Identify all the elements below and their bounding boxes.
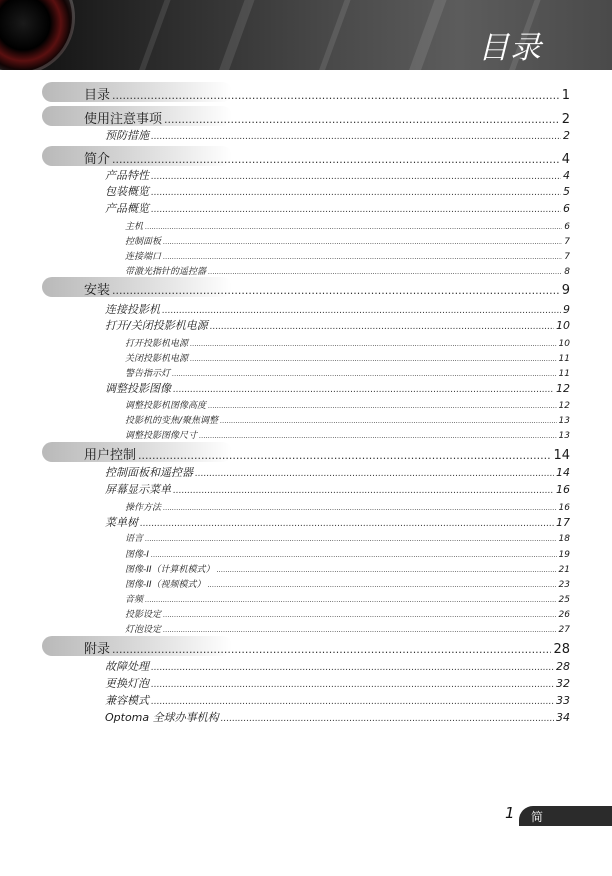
toc-leader-dots [163,626,557,634]
toc-entry-page: 11 [558,369,570,379]
toc-entry-title: 图像-I [125,550,149,560]
toc-entry-title: 目录 [84,88,111,103]
toc-entry[interactable] [84,84,570,103]
toc-leader-dots [164,113,560,126]
toc-entry-page: 14 [556,466,570,479]
language-label: 简体中文 [531,810,545,875]
toc-leader-dots [163,253,562,261]
toc-entry-title: 图像-II（视频模式） [125,580,206,590]
toc-leader-dots [145,223,562,231]
toc-entry[interactable] [125,249,570,262]
toc-entry-title: 产品概览 [105,202,149,215]
toc-entry[interactable] [105,658,570,674]
toc-entry[interactable] [105,380,570,396]
toc-entry-page: 13 [558,431,570,441]
toc-entry[interactable] [84,638,570,657]
toc-entry-title: 产品特性 [105,169,149,182]
toc-entry-title: 警告指示灯 [125,369,171,379]
toc-entry-page: 10 [558,339,570,349]
toc-entry-page: 9 [561,283,570,298]
toc-entry[interactable] [125,500,570,513]
toc-leader-dots [112,89,560,102]
toc-entry-page: 17 [556,516,570,529]
page-title: 目录 [478,30,542,66]
toc-leader-dots [138,449,551,462]
toc-leader-dots [173,486,554,496]
toc-leader-dots [208,402,557,410]
toc-entry-title: 投影设定 [125,610,162,620]
toc-entry[interactable] [84,444,570,463]
header-banner [0,0,612,70]
toc-entry-page: 26 [558,610,570,620]
toc-entry-page: 12 [556,382,570,395]
toc-entry-title: 菜单树 [105,516,138,529]
toc-entry-title: 关闭投影机电源 [125,354,189,364]
toc-entry-title: 兼容模式 [105,694,149,707]
toc-entry-title: 操作方法 [125,503,162,513]
toc-entry-title: 更换灯泡 [105,677,149,690]
toc-leader-dots [151,663,554,673]
toc-leader-dots [220,417,557,425]
toc-entry-title: 安装 [84,283,111,298]
toc-leader-dots [208,581,557,589]
toc-entry-title: 预防措施 [105,129,149,142]
toc-leader-dots [163,238,562,246]
toc-entry-page: 28 [553,642,570,657]
toc-entry-title: 主机 [125,222,144,232]
toc-entry-title: 屏幕显示菜单 [105,483,171,496]
toc-entry-page: 7 [564,237,570,247]
toc-entry-title: 打开投影机电源 [125,339,189,349]
toc-leader-dots [221,714,554,724]
toc-entry-page: 4 [561,152,570,167]
toc-entry-title: 音频 [125,595,144,605]
toc-entry-title: 带激光指针的遥控器 [125,267,207,277]
toc-entry[interactable] [105,127,570,143]
toc-entry[interactable] [105,675,570,691]
toc-entry-title: 用户控制 [84,448,137,463]
toc-leader-dots [173,385,554,395]
toc-entry-page: 19 [558,550,570,560]
toc-entry-page: 13 [558,416,570,426]
toc-entry[interactable] [125,531,570,544]
toc-entry-page: 6 [563,202,570,215]
toc-leader-dots [151,697,554,707]
toc-entry-page: 2 [563,129,570,142]
toc-entry-title: 调整投影机图像高度 [125,401,207,411]
toc-entry-title: 投影机的变焦/聚焦调整 [125,416,219,426]
toc-entry-page: 16 [558,503,570,513]
toc-entry[interactable] [125,351,570,364]
toc-leader-dots [163,611,557,619]
toc-entry[interactable] [125,622,570,635]
toc-entry[interactable] [125,428,570,441]
toc-entry-title: 调整投影图像尺寸 [125,431,198,441]
toc-entry[interactable] [125,234,570,247]
toc-leader-dots [112,284,560,297]
toc-entry[interactable] [84,108,570,127]
toc-entry[interactable] [125,366,570,379]
toc-entry[interactable] [125,592,570,605]
toc-entry[interactable] [125,264,570,277]
toc-entry-title: 语言 [125,534,144,544]
toc-entry[interactable] [105,692,570,708]
toc-entry-title: 故障处理 [105,660,149,673]
toc-entry[interactable] [125,219,570,232]
toc-entry-page: 2 [561,112,570,127]
toc-entry[interactable] [105,709,570,725]
toc-entry[interactable] [105,183,570,199]
toc-entry-page: 6 [564,222,570,232]
toc-entry-title: 附录 [84,642,111,657]
toc-entry-title: 打开/关闭投影机电源 [105,319,208,332]
toc-entry[interactable] [125,413,570,426]
toc-entry-page: 27 [558,625,570,635]
toc-leader-dots [162,306,561,316]
toc-entry-page: 12 [558,401,570,411]
toc-entry[interactable] [105,317,570,333]
toc-leader-dots [217,566,557,574]
toc-leader-dots [172,370,557,378]
toc-entry-title: 使用注意事项 [84,112,163,127]
toc-entry-page: 11 [558,354,570,364]
toc-leader-dots [145,596,557,604]
toc-entry-title: 简介 [84,152,111,167]
toc-entry[interactable] [125,607,570,620]
toc-entry-page: 33 [556,694,570,707]
toc-entry[interactable] [105,464,570,480]
toc-entry-title: 调整投影图像 [105,382,171,395]
toc-entry-page: 25 [558,595,570,605]
toc-entry-page: 34 [556,711,570,724]
toc-leader-dots [163,504,557,512]
toc-entry[interactable] [125,336,570,349]
toc-entry[interactable] [105,167,570,183]
toc-entry-title: 连接投影机 [105,303,160,316]
toc-entry-page: 7 [564,252,570,262]
toc-entry[interactable] [125,577,570,590]
toc-entry[interactable] [105,481,570,497]
toc-entry-page: 8 [564,267,570,277]
toc-entry-page: 1 [561,88,570,103]
toc-entry-page: 23 [558,580,570,590]
toc-leader-dots [112,153,560,166]
toc-entry-page: 9 [563,303,570,316]
toc-leader-dots [145,535,557,543]
toc-entry-page: 5 [563,185,570,198]
toc-leader-dots [112,643,551,656]
toc-entry-page: 14 [553,448,570,463]
toc-leader-dots [190,355,557,363]
toc-leader-dots [190,340,557,348]
toc-entry[interactable] [125,398,570,411]
toc-entry-title: 包装概览 [105,185,149,198]
toc-entry-title: 控制面板 [125,237,162,247]
toc-leader-dots [199,432,557,440]
toc-entry[interactable] [84,279,570,298]
toc-leader-dots [210,322,554,332]
toc-entry-page: 28 [556,660,570,673]
toc-entry-title: Optoma 全球办事机构 [105,711,219,724]
page-number: 1 [505,804,515,822]
toc-entry-title: 灯泡设定 [125,625,162,635]
toc-entry[interactable] [125,562,570,575]
toc-leader-dots [151,551,557,559]
toc-entry-page: 21 [558,565,570,575]
toc-entry-page: 18 [558,534,570,544]
toc-entry-page: 10 [556,319,570,332]
toc-entry-page: 4 [563,169,570,182]
toc-leader-dots [151,205,561,215]
toc-entry-page: 16 [556,483,570,496]
toc-leader-dots [140,519,554,529]
toc-leader-dots [151,172,561,182]
toc-entry-title: 图像-II（计算机模式） [125,565,215,575]
toc-leader-dots [151,132,561,142]
toc-entry-title: 控制面板和遥控器 [105,466,193,479]
toc-leader-dots [151,188,561,198]
toc-entry-page: 32 [556,677,570,690]
toc-leader-dots [208,268,562,276]
toc-entry[interactable] [105,514,570,530]
toc-entry[interactable] [105,200,570,216]
toc-leader-dots [195,469,554,479]
toc-entry[interactable] [84,148,570,167]
toc-entry[interactable] [105,301,570,317]
toc-leader-dots [151,680,554,690]
toc-entry[interactable] [125,547,570,560]
toc-entry-title: 连接端口 [125,252,162,262]
